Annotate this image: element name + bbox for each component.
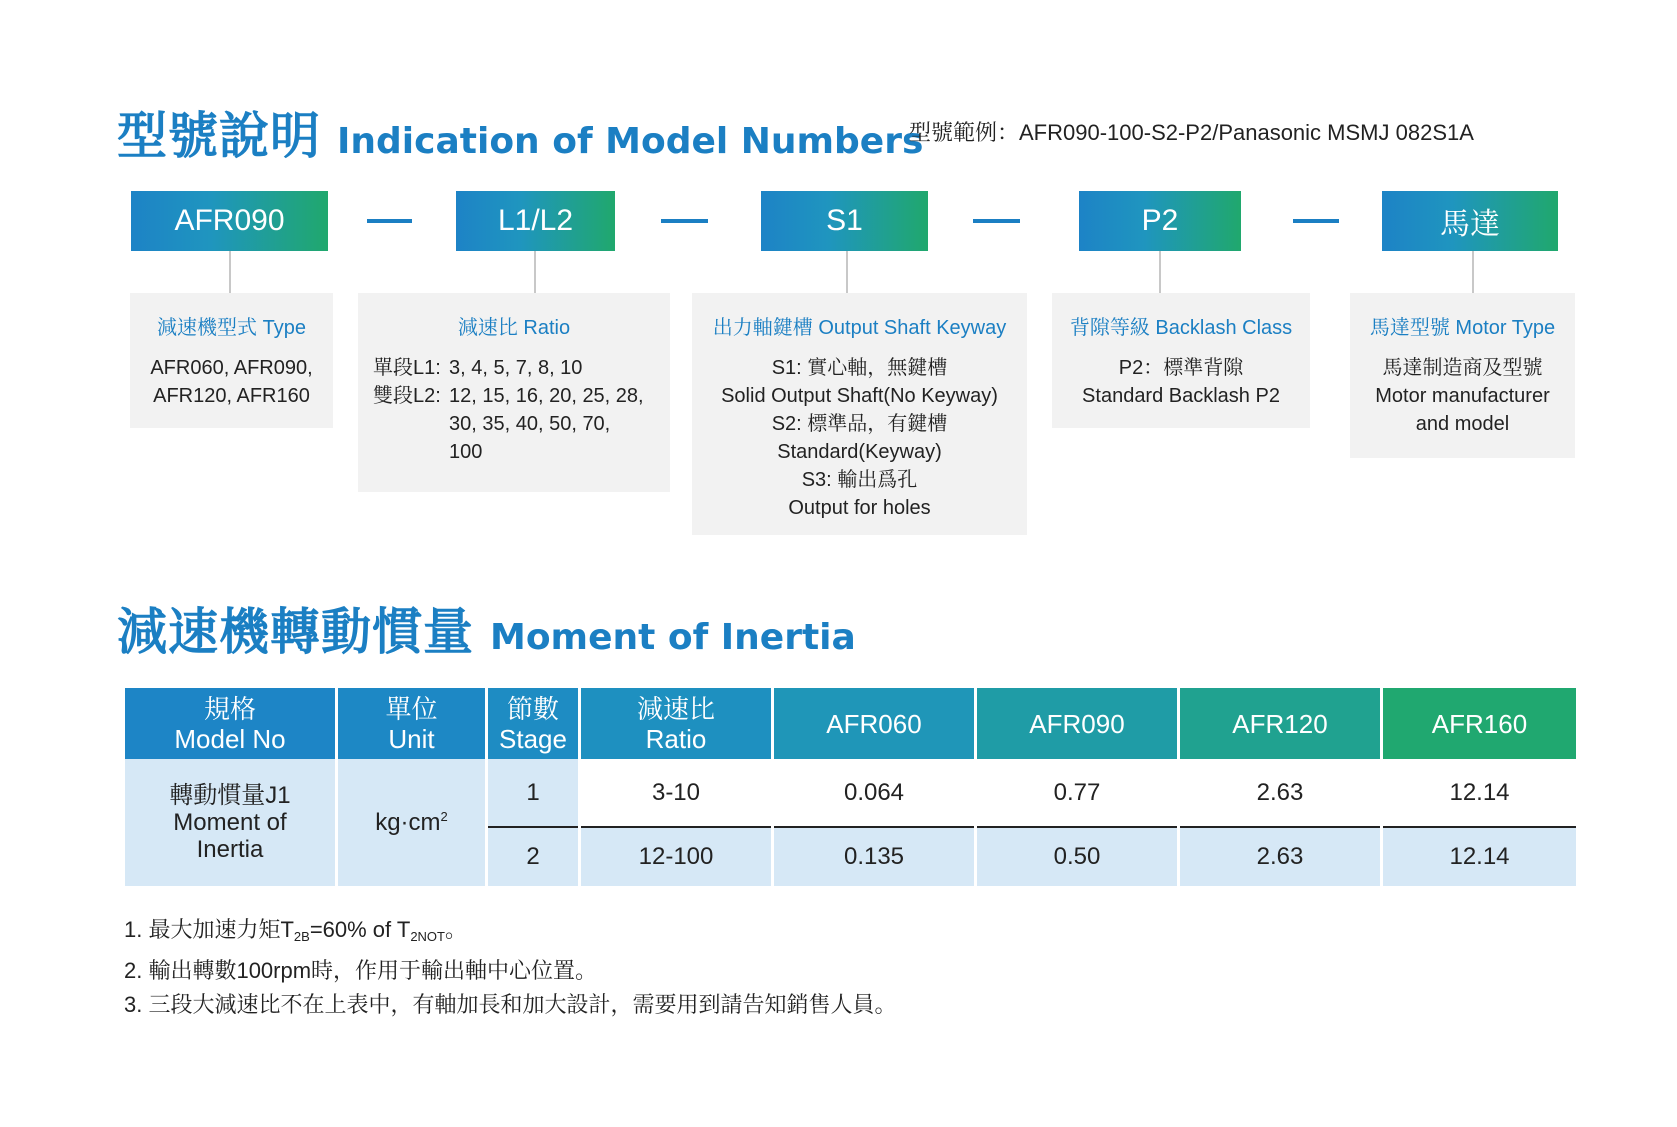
desc-backlash-line: P2：標準背隙 <box>1118 357 1244 379</box>
desc-motor-line: and model <box>1415 413 1510 435</box>
header-ratio: 減速比 Ratio <box>581 688 771 759</box>
desc-keyway-line: Solid Output Shaft(No Keyway) <box>721 385 998 407</box>
value-cell: 0.064 <box>774 759 974 826</box>
header-afr120: AFR120 <box>1180 688 1380 759</box>
ratio-cell: 3-10 <box>581 759 771 826</box>
header-afr160: AFR160 <box>1383 688 1576 759</box>
section-title-en: Indication of Model Numbers <box>337 121 924 162</box>
model-example: 型號範例：AFR090-100-S2-P2/Panasonic MSMJ 082S1A <box>909 120 1474 145</box>
value-cell: 12.14 <box>1383 759 1576 826</box>
desc-keyway-line: Output for holes <box>788 497 931 519</box>
desc-keyway-line: Standard(Keyway) <box>777 441 942 463</box>
connector-line <box>1472 251 1474 293</box>
desc-type-line: AFR060, AFR090, <box>150 357 313 379</box>
section-title-zh: 型號說明 <box>117 107 321 165</box>
stage-cell: 2 <box>488 826 578 886</box>
ratio-values: 12, 15, 16, 20, 25, 28, <box>449 385 644 407</box>
header-afr090: AFR090 <box>977 688 1177 759</box>
connector-line <box>846 251 848 293</box>
header-unit: 單位 Unit <box>338 688 485 759</box>
header-model-no: 規格 Model No <box>125 688 335 759</box>
value-cell: 0.135 <box>774 826 974 886</box>
note-3: 3. 三段大減速比不在上表中，有軸加長和加大設計，需要用到請告知銷售人員。 <box>124 992 897 1017</box>
desc-keyway <box>692 293 1027 535</box>
code-box-motor: 馬達 <box>1382 191 1558 251</box>
value-cell: 12.14 <box>1383 826 1576 886</box>
note-1: 1. 最大加速力矩$T_{2B}=60\%$ of $T_{2NOT}$。 <box>124 917 467 944</box>
desc-ratio <box>358 293 670 492</box>
ratio-values: 30, 35, 40, 50, 70, <box>449 413 611 435</box>
code-box-type: AFR090 <box>131 191 328 251</box>
table-row <box>125 759 1576 826</box>
connector-line <box>1159 251 1161 293</box>
value-cell: 0.77 <box>977 759 1177 826</box>
separator-dash <box>1293 219 1339 223</box>
section-title-model-numbers <box>117 96 923 168</box>
desc-motor-title: 馬達型號 Motor Type <box>1369 317 1556 339</box>
section-title-en: Moment of Inertia <box>490 617 856 658</box>
section-title-inertia <box>117 592 856 664</box>
ratio-label-single: 單段L1: <box>373 357 441 379</box>
desc-type-line: AFR120, AFR160 <box>153 385 310 407</box>
desc-keyway-title: 出力軸鍵槽 Output Shaft Keyway <box>712 317 1007 339</box>
code-box-keyway: S1 <box>761 191 928 251</box>
ratio-label-double: 雙段L2: <box>373 385 441 407</box>
desc-motor-line: Motor manufacturer <box>1375 385 1550 407</box>
desc-motor <box>1350 293 1575 458</box>
note-2: 2. 輸出轉數100rpm時，作用于輸出軸中心位置。 <box>124 958 598 983</box>
ratio-values: 100 <box>449 441 483 463</box>
desc-ratio-title: 減速比 Ratio <box>457 317 571 339</box>
desc-backlash <box>1052 293 1310 428</box>
inertia-table <box>122 688 1579 886</box>
desc-keyway-line: S1: 實心軸，無鍵槽 <box>771 357 948 379</box>
separator-dash <box>661 219 708 223</box>
desc-type <box>130 293 333 428</box>
desc-keyway-line: S3: 輸出爲孔 <box>801 469 918 491</box>
desc-keyway-line: S2: 標準品，有鍵槽 <box>771 413 948 435</box>
section-title-zh: 減速機轉動慣量 <box>117 603 474 661</box>
stage-cell: 1 <box>488 759 578 826</box>
value-cell: 2.63 <box>1180 759 1380 826</box>
header-afr060: AFR060 <box>774 688 974 759</box>
desc-type-title: 減速機型式 Type <box>157 317 306 339</box>
unit-cell: $kg\cdot cm^2$ <box>338 759 485 886</box>
separator-dash <box>973 219 1020 223</box>
notes <box>124 913 896 1022</box>
desc-backlash-title: 背隙等級 Backlash Class <box>1069 317 1293 339</box>
value-cell: 2.63 <box>1180 826 1380 886</box>
separator-dash <box>367 219 412 223</box>
header-stage: 節數 Stage <box>488 688 578 759</box>
ratio-cell: 12-100 <box>581 826 771 886</box>
desc-motor-line: 馬達制造商及型號 <box>1382 357 1543 379</box>
connector-line <box>229 251 231 293</box>
code-box-backlash: P2 <box>1079 191 1241 251</box>
desc-backlash-line: Standard Backlash P2 <box>1082 385 1280 407</box>
code-box-ratio: L1/L2 <box>456 191 615 251</box>
value-cell: 0.50 <box>977 826 1177 886</box>
connector-line <box>534 251 536 293</box>
inertia-label-cell: 轉動慣量J1 Moment of Inertia <box>125 759 335 886</box>
ratio-values: 3, 4, 5, 7, 8, 10 <box>449 357 583 379</box>
